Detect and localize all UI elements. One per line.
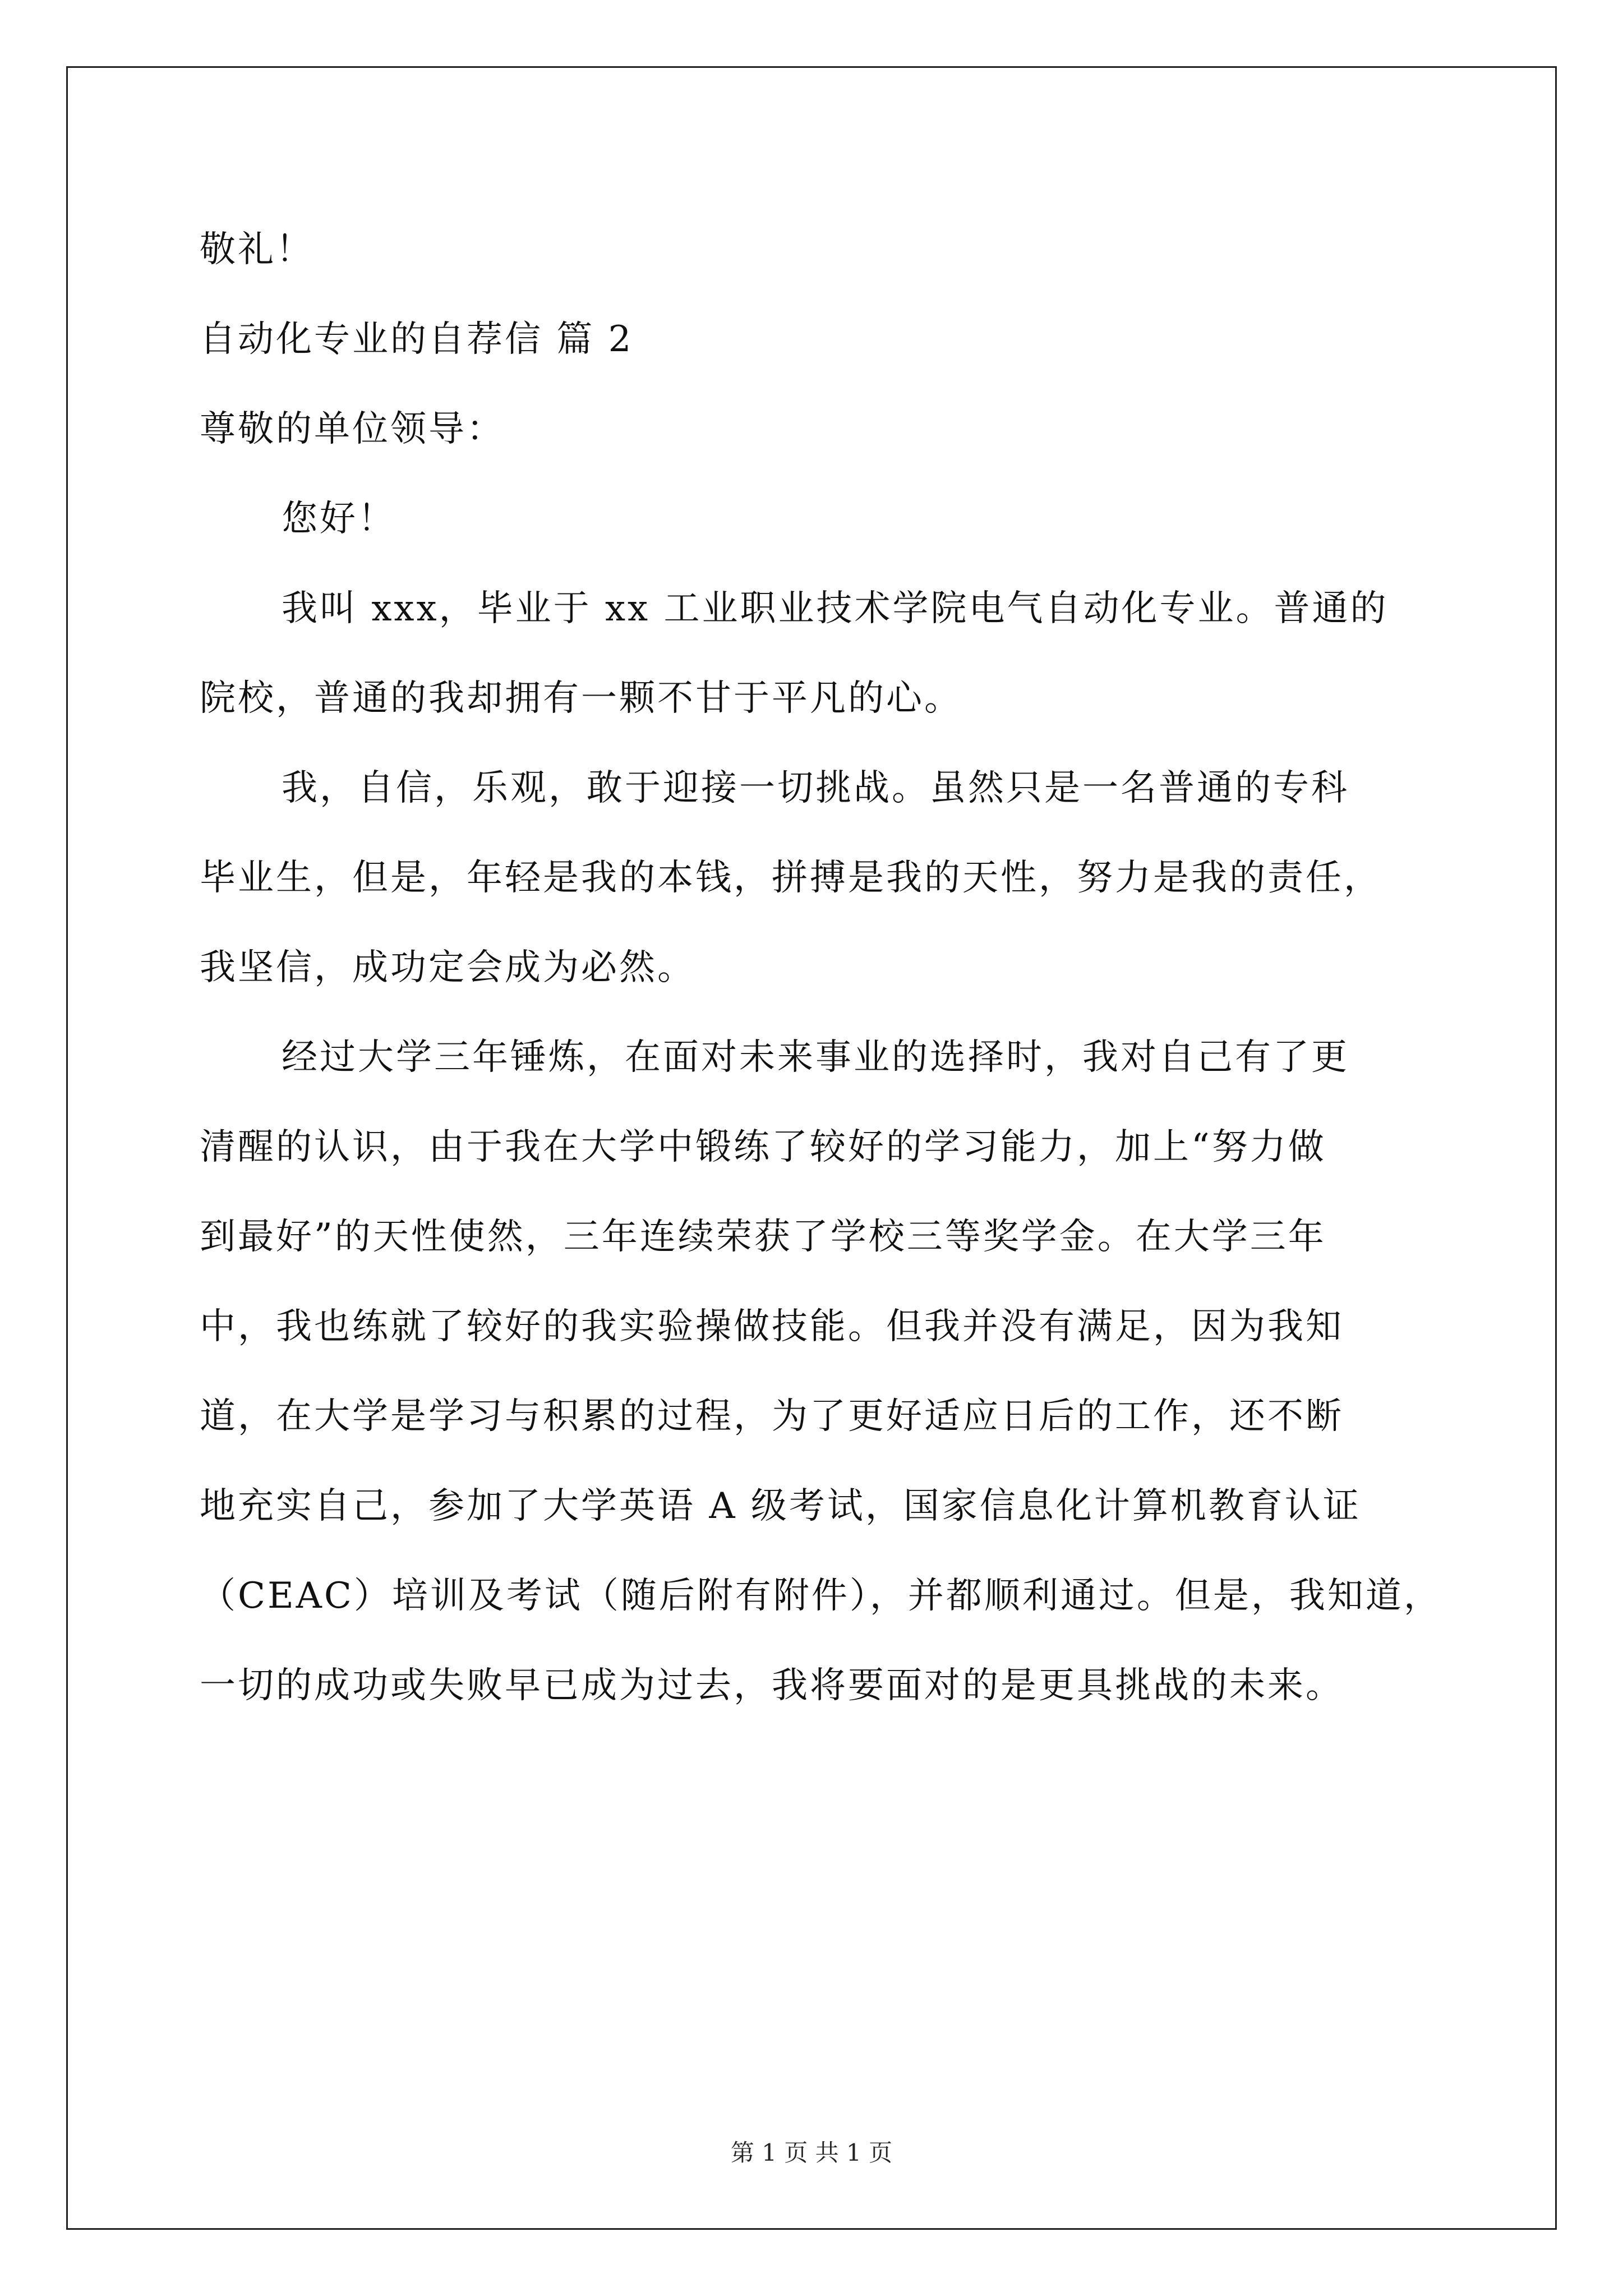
paragraph-line: 我叫 xxx，毕业于 xx 工业职业技术学院电气自动化专业。普通的 — [282, 588, 1389, 629]
document-body — [200, 205, 1467, 1731]
paragraph-line: （CEAC）培训及考试（随后附有附件），并都顺利通过。但是，我知道， — [200, 1575, 1442, 1617]
paragraph-line: 一切的成功或失败早已成为过去，我将要面对的是更具挑战的未来。 — [200, 1665, 1344, 1706]
paragraph-line: 清醒的认识，由于我在大学中锻练了较好的学习能力，加上“努力做 — [200, 1126, 1326, 1168]
paragraph-line: 我，自信，乐观，敢于迎接一切挑战。虽然只是一名普通的专科 — [282, 767, 1349, 809]
paragraph-line: 地充实自己，参加了大学英语 A 级考试，国家信息化计算机教育认证 — [200, 1485, 1361, 1527]
paragraph-line: 毕业生，但是，年轻是我的本钱，拼搏是我的天性，努力是我的责任， — [200, 857, 1382, 899]
paragraph-experience — [200, 1013, 1467, 1731]
paragraph-line: 中，我也练就了较好的我实验操做技能。但我并没有满足，因为我知 — [200, 1306, 1344, 1347]
paragraph-line: 院校，普通的我却拥有一颗不甘于平凡的心。 — [200, 678, 962, 719]
greeting-line: 您好！ — [282, 498, 396, 540]
closing-line: 敬礼！ — [200, 229, 314, 270]
paragraph-intro — [200, 564, 1467, 743]
paragraph-line: 经过大学三年锤炼，在面对未来事业的选择时，我对自己有了更 — [282, 1037, 1349, 1078]
section-heading: 自动化专业的自荐信 篇 2 — [200, 319, 634, 360]
paragraph-line: 到最好”的天性使然，三年连续荣获了学校三等奖学金。在大学三年 — [200, 1216, 1326, 1258]
paragraph-character — [200, 743, 1467, 1013]
salutation-line: 尊敬的单位领导： — [200, 408, 505, 450]
paragraph-line: 道，在大学是学习与积累的过程，为了更好适应日后的工作，还不断 — [200, 1396, 1344, 1437]
page-footer: 第 1 页 共 1 页 — [730, 2139, 893, 2166]
paragraph-line: 我坚信，成功定会成为必然。 — [200, 947, 695, 988]
